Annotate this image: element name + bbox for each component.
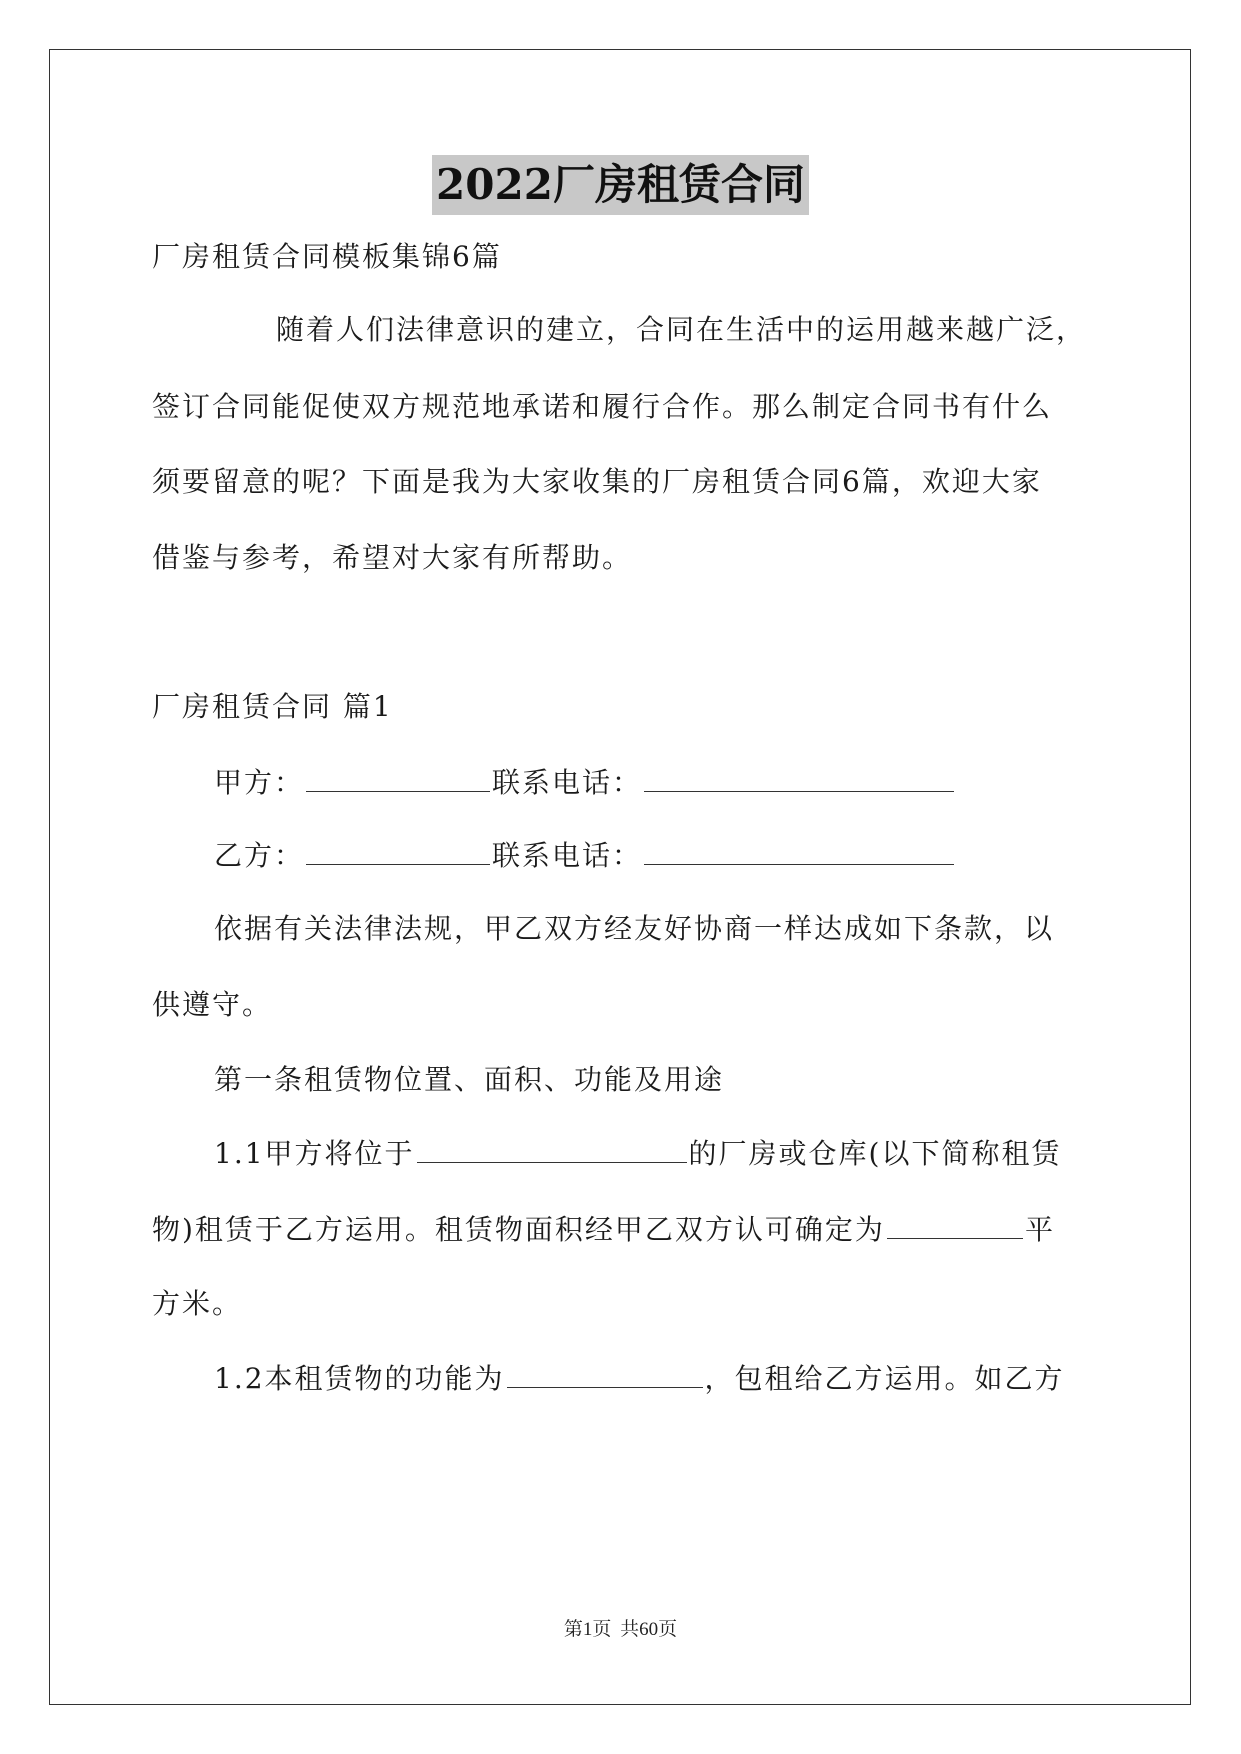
- party-b-phone-label: 联系电话：: [492, 839, 643, 872]
- party-a-line: [214, 763, 1154, 803]
- party-a-phone-label: 联系电话：: [492, 766, 643, 799]
- clause-1-1-line-3: 方米。: [152, 1287, 243, 1320]
- page-total: 共60页: [620, 1619, 678, 1640]
- page-footer: [0, 1614, 1241, 1641]
- intro-line-4: 借鉴与参考，希望对大家有所帮助。: [152, 541, 633, 574]
- clause-intro-line-1: 依据有关法律法规，甲乙双方经友好协商一样达成如下条款，以: [214, 912, 1055, 945]
- clause-1-1-line-2: [152, 1210, 1092, 1250]
- clause-1-2-line-1: [214, 1359, 1154, 1399]
- clause-1-1-part-1: 1.1甲方将位于: [214, 1137, 415, 1170]
- article-1-heading: 第一条租赁物位置、面积、功能及用途: [214, 1063, 725, 1096]
- clause-1-1-line-2-a: 物)租赁于乙方运用。租赁物面积经甲乙双方认可确定为: [152, 1213, 885, 1246]
- intro-line-3: 须要留意的呢？下面是我为大家收集的厂房租赁合同6篇，欢迎大家: [152, 465, 1042, 498]
- clause-1-1-line-2-b: 平: [1024, 1213, 1055, 1246]
- function-blank: [507, 1359, 703, 1388]
- intro-line-2: 签订合同能促使双方规范地承诺和履行合作。那么制定合同书有什么: [152, 390, 1053, 423]
- location-blank: [417, 1134, 687, 1163]
- section-heading: 厂房租赁合同 篇1: [152, 690, 393, 723]
- party-b-line: [214, 836, 1154, 876]
- clause-1-1-line-1: [214, 1134, 1154, 1174]
- party-b-phone-blank: [644, 836, 954, 865]
- party-a-name-blank: [306, 763, 490, 792]
- party-b-name-blank: [306, 836, 490, 865]
- area-blank: [887, 1210, 1023, 1239]
- document-title: 2022厂房租赁合同: [432, 155, 809, 215]
- party-a-label: 甲方：: [214, 766, 305, 799]
- title-container: [0, 155, 1241, 215]
- clause-1-2-part-1: 1.2本租赁物的功能为: [214, 1362, 505, 1395]
- party-a-phone-blank: [644, 763, 954, 792]
- intro-line-1: 随着人们法律意识的建立，合同在生活中的运用越来越广泛，: [276, 313, 1087, 346]
- clause-intro-line-2: 供遵守。: [152, 988, 273, 1021]
- page-number: 第1页: [563, 1619, 612, 1640]
- document-subtitle: 厂房租赁合同模板集锦6篇: [152, 240, 502, 273]
- clause-1-2-part-2: ，包租给乙方运用。如乙方: [704, 1362, 1065, 1395]
- party-b-label: 乙方：: [214, 839, 305, 872]
- page-border: [49, 49, 1191, 1705]
- clause-1-1-part-2: 的厂房或仓库(以下简称租赁: [688, 1137, 1062, 1170]
